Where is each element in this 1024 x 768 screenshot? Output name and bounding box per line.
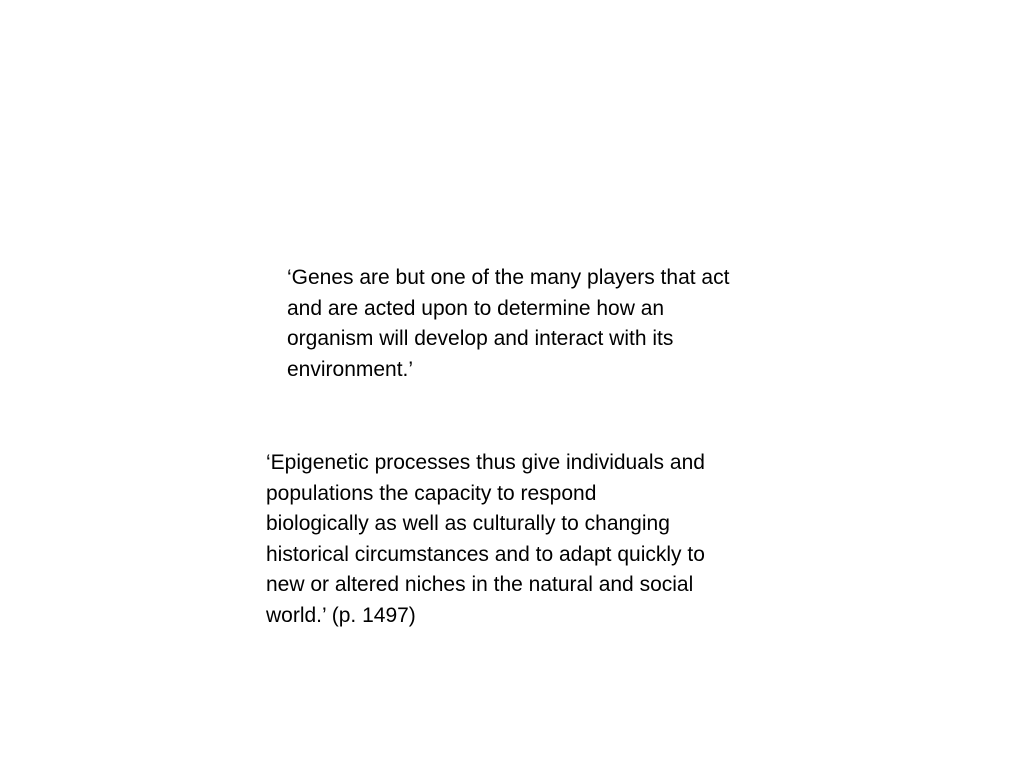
quote-line: and are acted upon to determine how an [287, 296, 665, 320]
quote-line: ‘Genes are but one of the many players that act [287, 266, 730, 289]
quote-line: organism will develop and interact with its [287, 327, 674, 350]
quote-line: world.’ (p. 1497) [266, 603, 416, 627]
quote-line: ‘Epigenetic processes thus give individuals and [266, 451, 705, 474]
quote-genes [287, 263, 729, 385]
quote-line: historical circumstances and to adapt quickly to [266, 542, 705, 566]
quote-line: biologically as well as culturally to changing [266, 512, 670, 535]
quote-line: environment.’ [287, 357, 414, 381]
quote-line: new or altered niches in the natural and social [266, 573, 694, 596]
quote-epigenetic [266, 448, 705, 631]
quote-line: populations the capacity to respond [266, 481, 597, 505]
